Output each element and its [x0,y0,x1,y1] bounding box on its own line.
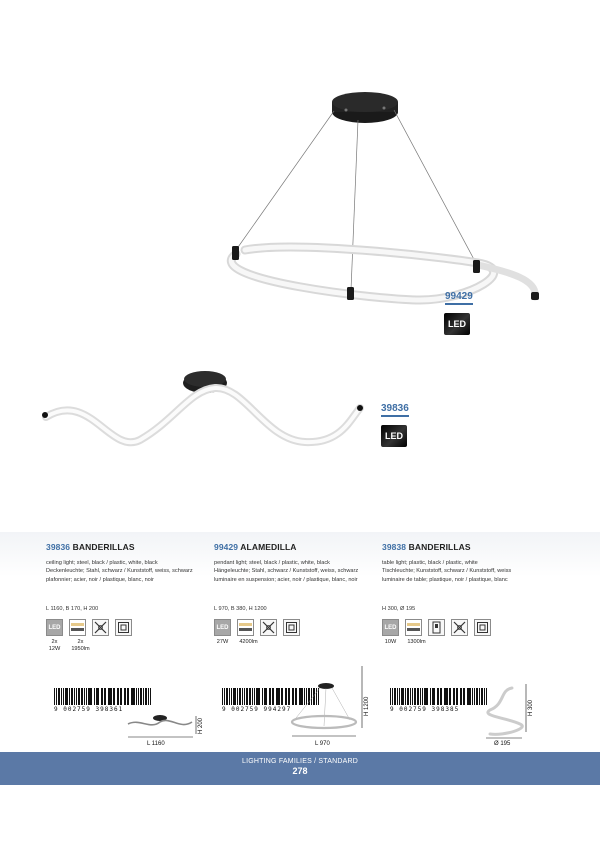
dimension-height: H 200 [198,717,204,734]
code-underline [445,303,473,305]
photo-code-tag [381,403,409,417]
page-number: 278 [292,766,308,776]
section-label: LIGHTING FAMILIES / STANDARD [242,758,358,765]
product-dimensions: L 1160, B 170, H 200 [46,606,99,612]
protection-class-icon [474,619,491,636]
protection-class-icon [283,619,300,636]
product-icon-row [46,619,132,636]
barcode-digits: 9 002759 994297 [222,706,292,713]
product-name: BANDERILLAS [72,542,135,552]
product-title [382,542,542,552]
dimension-width: L 970 [315,741,330,747]
photo-code-99429: 99429 [445,291,473,302]
table-light-drawing [486,684,526,738]
light-color-icon [237,619,254,636]
lumen-caption: 1300lm [407,639,426,645]
light-color-icon [405,619,422,636]
product-name: ALAMEDILLA [240,542,297,552]
protection-class-icon [115,619,132,636]
ceiling-light-image [42,371,363,442]
product-icon-row [382,619,491,636]
pendant-light-drawing [292,666,362,736]
product-name: BANDERILLAS [408,542,471,552]
led-badge: LED [381,425,407,447]
product-code: 99429 [214,542,239,552]
led-icon: LED [46,619,63,636]
page-footer [0,752,600,785]
photo-code-tag [445,291,473,305]
no-dimmer-icon [451,619,468,636]
product-description: ceiling light; steel, black / plastic, white, black Deckenleuchte; Stahl, schwarz / Kunststoff, weiss, schwarz plafonnier; acier, noir / plastique, blanc, noir [46,560,193,583]
product-title [46,542,206,552]
wattage-caption: 27W [216,639,229,645]
dimension-width: L 1160 [147,741,165,747]
dimension-width: Ø 195 [494,741,511,747]
product-dimensions: H 300, Ø 195 [382,606,416,612]
code-underline [381,415,409,417]
barcode-digits: 9 002759 398361 [54,706,124,713]
product-column [46,542,206,584]
wattage-caption: 2x 12W [48,639,61,652]
switch-icon [428,619,445,636]
product-title [214,542,374,552]
lumen-caption: 4200lm [239,639,258,645]
no-dimmer-icon [260,619,277,636]
lumen-caption: 2x 1950lm [71,639,90,652]
no-dimmer-icon [92,619,109,636]
barcode-digits: 9 002759 398385 [390,706,460,713]
pendant-light-image [231,92,539,300]
light-color-icon [69,619,86,636]
product-description: pendant light; steel, black / plastic, white, black Hängeleuchte; Stahl, schwarz / Kunststoff, weiss, schwarz luminaire en suspension; acier, noir / plastique, blanc, noir [214,560,359,583]
product-description: table light; plastic, black / plastic, white Tischleuchte; Kunststoff, schwarz / Kunststoff, weiss luminaire de table; plastique, noir / plastique, blanc [382,560,512,583]
led-icon: LED [382,619,399,636]
product-code: 39836 [46,542,71,552]
wattage-caption: 10W [384,639,397,645]
dimension-height: H 300 [528,699,534,716]
led-icon: LED [214,619,231,636]
product-dimensions: L 970, B 380, H 1200 [214,606,267,612]
dimension-height: H 1200 [364,696,370,716]
ceiling-light-drawing [128,715,196,737]
product-code: 39838 [382,542,407,552]
product-column [382,542,542,584]
led-badge: LED [444,313,470,335]
photo-code-39836: 39836 [381,403,409,414]
technical-drawings [0,660,600,752]
product-icon-row [214,619,300,636]
product-column [214,542,374,584]
